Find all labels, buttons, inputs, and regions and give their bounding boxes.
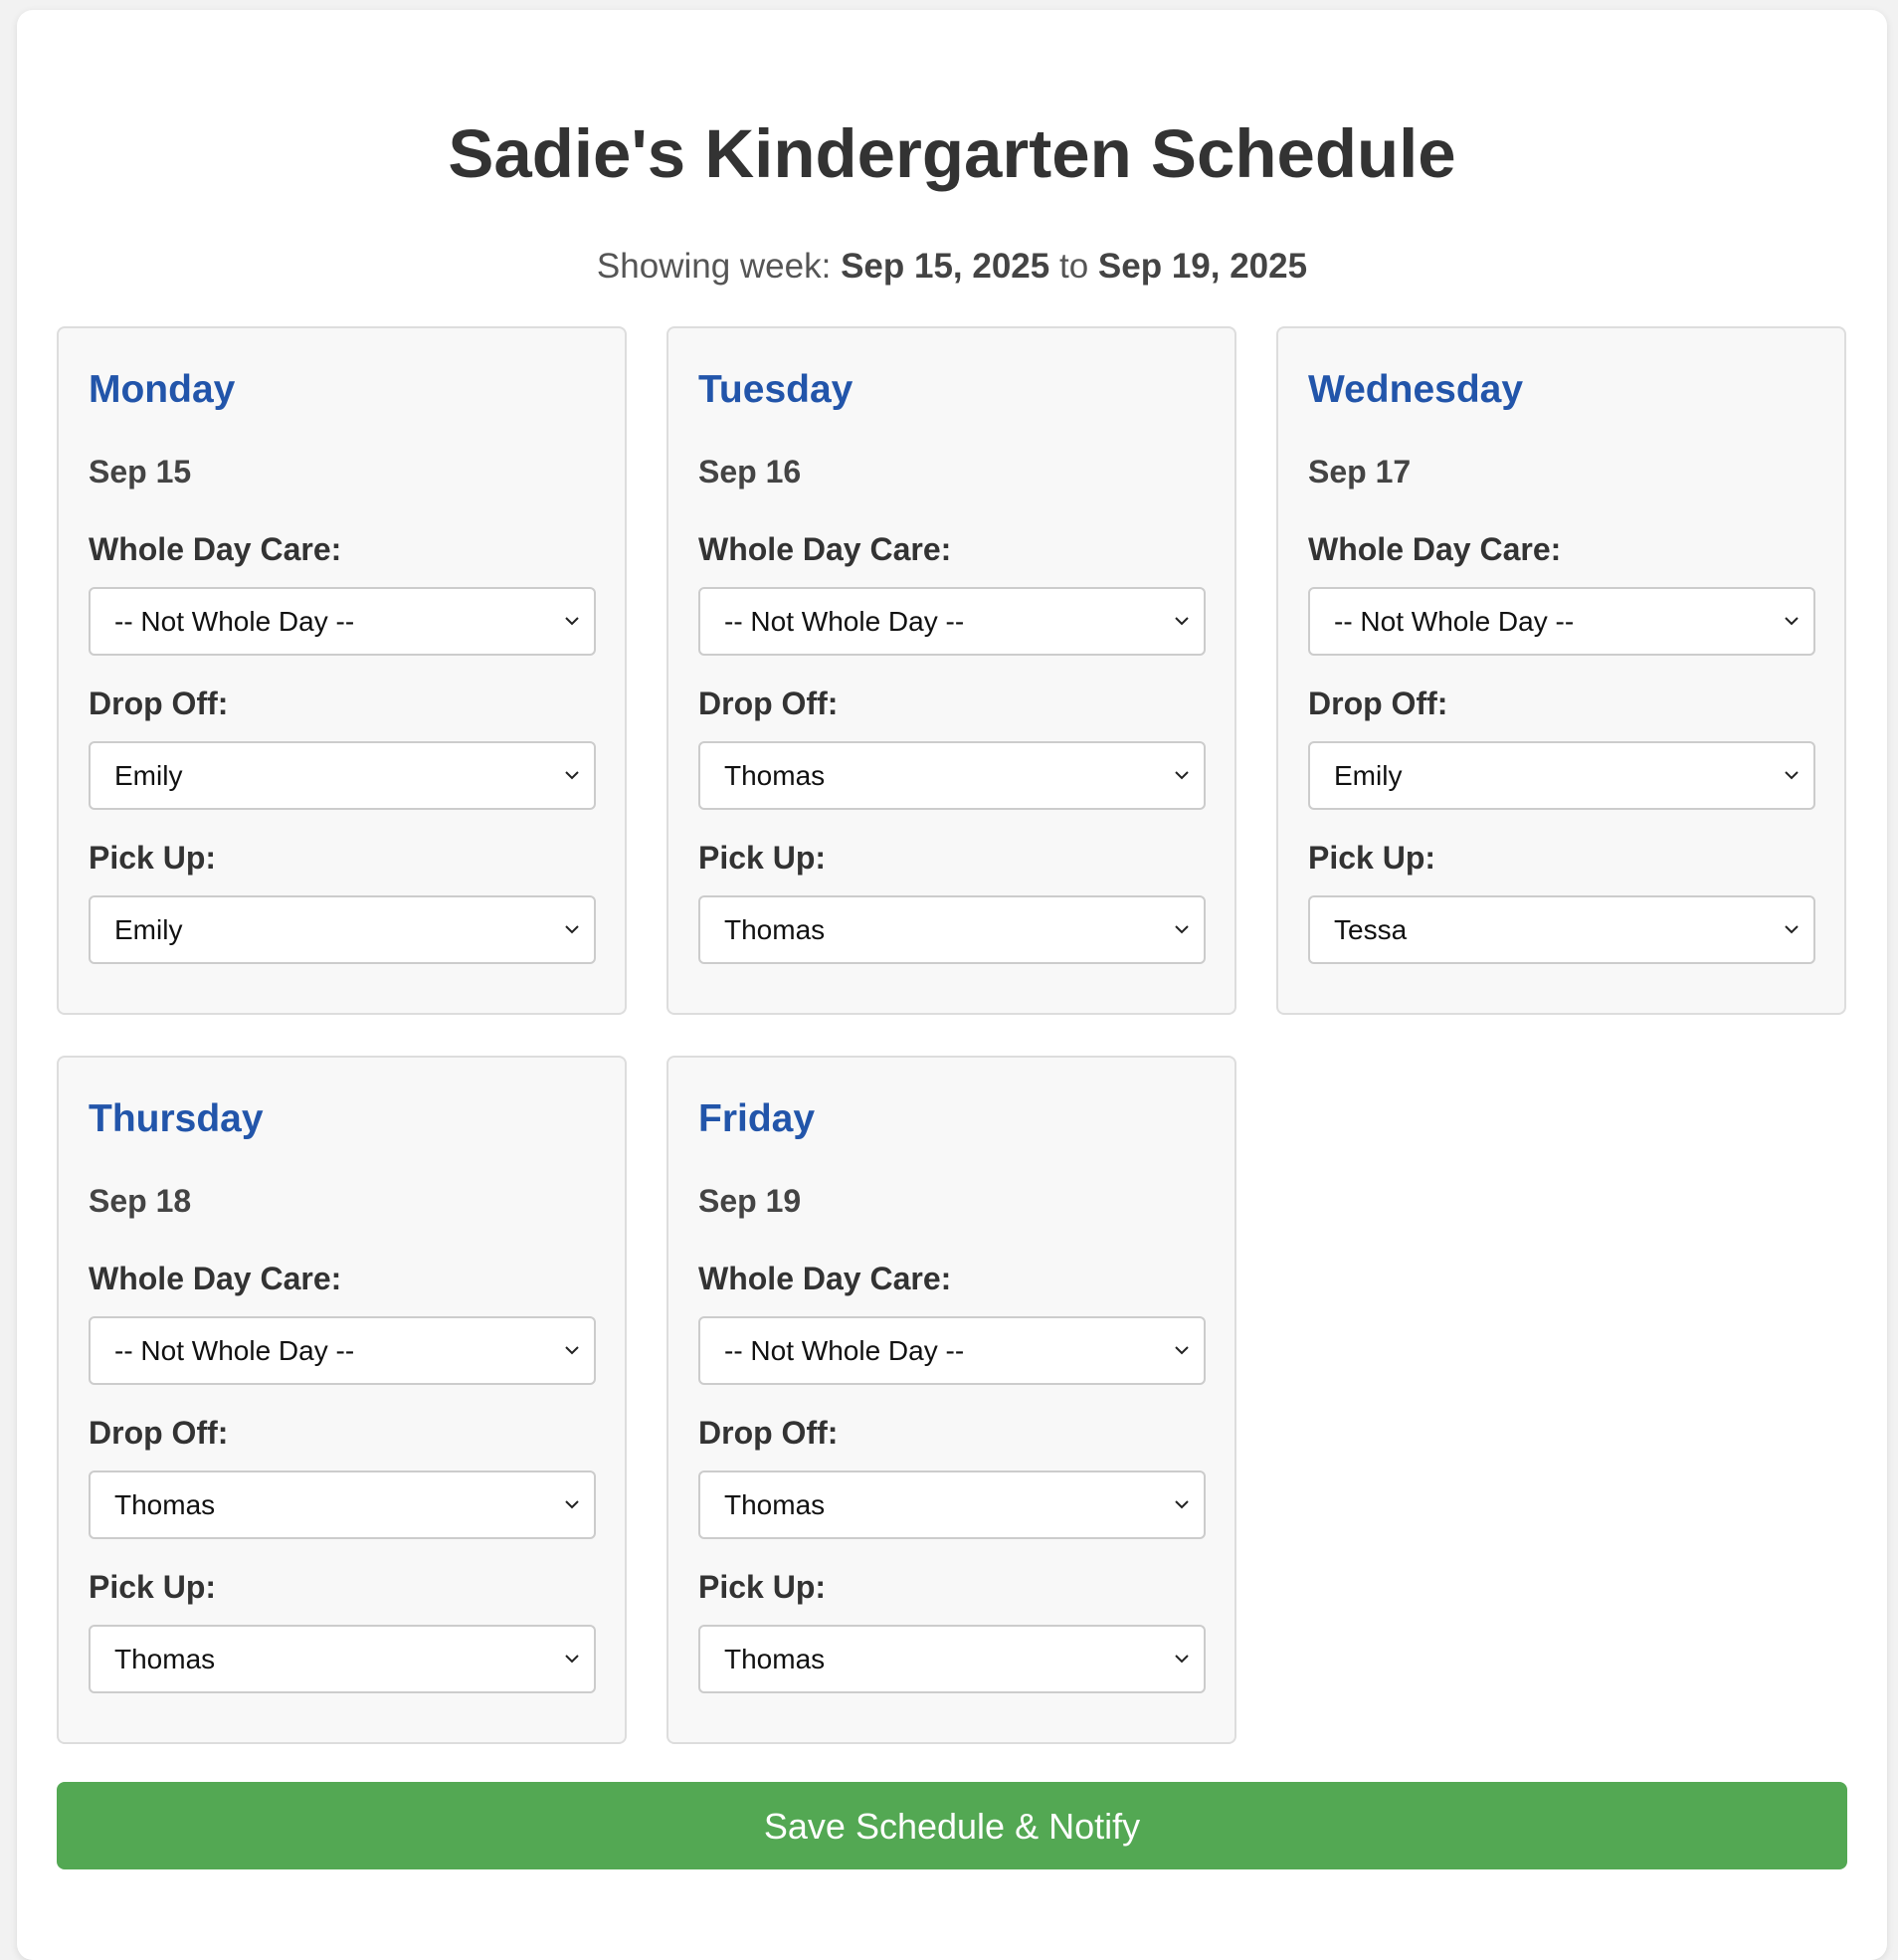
- day-card-wednesday: [1276, 326, 1846, 1015]
- chevron-down-icon: [1782, 919, 1802, 939]
- day-date: Sep 18: [89, 1183, 192, 1219]
- whole-day-label: Whole Day Care:: [698, 531, 952, 567]
- page-title: Sadie's Kindergarten Schedule: [448, 115, 1456, 192]
- pick-up-select[interactable]: [698, 895, 1206, 964]
- pick-up-label: Pick Up:: [1308, 840, 1436, 876]
- schedule-page: [17, 10, 1887, 1960]
- drop-off-label: Drop Off:: [1308, 686, 1448, 721]
- whole-day-value: -- Not Whole Day --: [114, 1335, 355, 1366]
- week-start: Sep 15, 2025: [841, 247, 1050, 286]
- save-schedule-button[interactable]: Save Schedule & Notify: [57, 1782, 1847, 1869]
- whole-day-value: -- Not Whole Day --: [724, 1335, 965, 1366]
- pick-up-value: Thomas: [724, 1644, 826, 1674]
- pick-up-value: Emily: [114, 914, 183, 945]
- chevron-down-icon: [1172, 919, 1192, 939]
- chevron-down-icon: [562, 1649, 582, 1668]
- day-name: Tuesday: [698, 368, 854, 411]
- whole-day-select[interactable]: [698, 587, 1206, 656]
- chevron-down-icon: [1172, 611, 1192, 631]
- pick-up-label: Pick Up:: [698, 1569, 827, 1605]
- whole-day-label: Whole Day Care:: [1308, 531, 1562, 567]
- day-date: Sep 15: [89, 454, 192, 490]
- drop-off-label: Drop Off:: [89, 686, 229, 721]
- day-card-monday: [57, 326, 627, 1015]
- whole-day-value: -- Not Whole Day --: [724, 606, 965, 637]
- chevron-down-icon: [562, 611, 582, 631]
- whole-day-select[interactable]: [698, 1316, 1206, 1385]
- drop-off-value: Thomas: [724, 760, 826, 791]
- day-date: Sep 17: [1308, 454, 1412, 490]
- pick-up-select[interactable]: [1308, 895, 1815, 964]
- chevron-down-icon: [562, 1494, 582, 1514]
- pick-up-value: Tessa: [1334, 914, 1408, 945]
- whole-day-value: -- Not Whole Day --: [1334, 606, 1575, 637]
- drop-off-select[interactable]: [698, 1470, 1206, 1539]
- drop-off-select[interactable]: [89, 741, 596, 810]
- chevron-down-icon: [1782, 611, 1802, 631]
- drop-off-value: Emily: [114, 760, 183, 791]
- week-end: Sep 19, 2025: [1097, 247, 1308, 286]
- drop-off-select[interactable]: [1308, 741, 1815, 810]
- whole-day-label: Whole Day Care:: [89, 1261, 342, 1296]
- whole-day-label: Whole Day Care:: [698, 1261, 952, 1296]
- chevron-down-icon: [1172, 1494, 1192, 1514]
- whole-day-select[interactable]: [89, 587, 596, 656]
- drop-off-value: Thomas: [724, 1489, 826, 1520]
- pick-up-value: Thomas: [114, 1644, 216, 1674]
- pick-up-select[interactable]: [698, 1625, 1206, 1693]
- day-card-friday: [666, 1056, 1236, 1744]
- day-name: Wednesday: [1308, 368, 1524, 411]
- whole-day-select[interactable]: [89, 1316, 596, 1385]
- pick-up-label: Pick Up:: [89, 840, 217, 876]
- day-card-tuesday: [666, 326, 1236, 1015]
- drop-off-label: Drop Off:: [698, 686, 839, 721]
- drop-off-select[interactable]: [698, 741, 1206, 810]
- drop-off-value: Emily: [1334, 760, 1403, 791]
- chevron-down-icon: [1172, 1340, 1192, 1360]
- drop-off-value: Thomas: [114, 1489, 216, 1520]
- week-joiner: to: [1058, 247, 1089, 286]
- chevron-down-icon: [562, 1340, 582, 1360]
- chevron-down-icon: [1172, 1649, 1192, 1668]
- week-prefix: Showing week:: [596, 247, 832, 286]
- day-name: Thursday: [89, 1097, 264, 1140]
- day-name: Friday: [698, 1097, 816, 1140]
- pick-up-label: Pick Up:: [89, 1569, 217, 1605]
- pick-up-label: Pick Up:: [698, 840, 827, 876]
- chevron-down-icon: [1782, 765, 1802, 785]
- day-date: Sep 19: [698, 1183, 802, 1219]
- day-name: Monday: [89, 368, 236, 411]
- chevron-down-icon: [1172, 765, 1192, 785]
- whole-day-value: -- Not Whole Day --: [114, 606, 355, 637]
- drop-off-select[interactable]: [89, 1470, 596, 1539]
- pick-up-select[interactable]: [89, 1625, 596, 1693]
- chevron-down-icon: [562, 919, 582, 939]
- pick-up-select[interactable]: [89, 895, 596, 964]
- chevron-down-icon: [562, 765, 582, 785]
- day-grid: [57, 326, 1847, 1744]
- whole-day-label: Whole Day Care:: [89, 531, 342, 567]
- drop-off-label: Drop Off:: [89, 1415, 229, 1451]
- day-card-thursday: [57, 1056, 627, 1744]
- pick-up-value: Thomas: [724, 914, 826, 945]
- whole-day-select[interactable]: [1308, 587, 1815, 656]
- day-date: Sep 16: [698, 454, 802, 490]
- drop-off-label: Drop Off:: [698, 1415, 839, 1451]
- week-range: [17, 245, 1887, 289]
